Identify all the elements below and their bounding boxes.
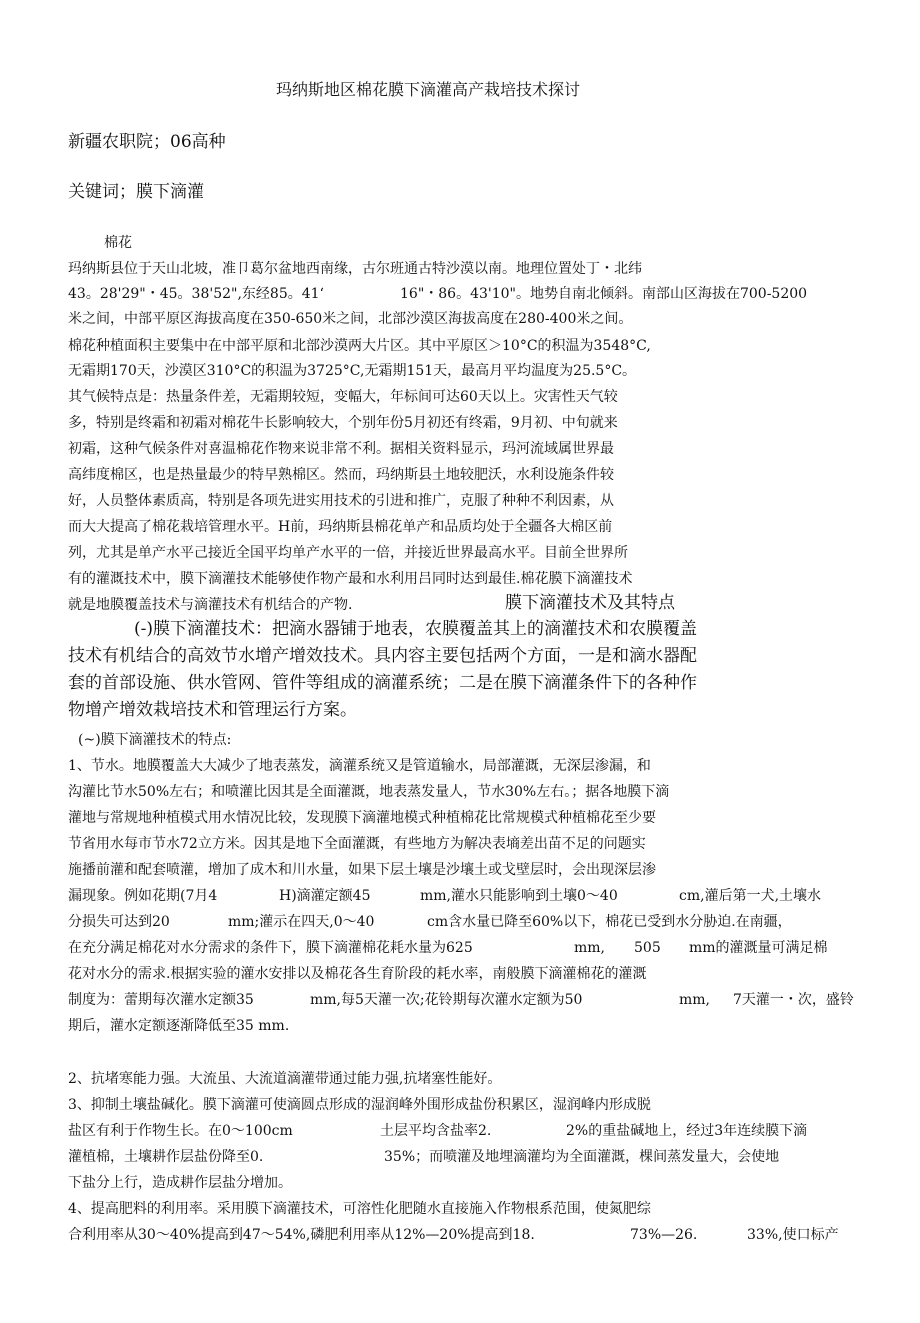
text-line: 高纬度棉区，也是热量最少的特早熟棉区。然而，玛纳斯县土地较肥沃，水利设施条件较: [68, 467, 614, 483]
text-fragment: cm,灌后第一犬,土壤水: [679, 888, 822, 904]
text-line: 花对水分的需求.根据实验的灌水安排以及棉花各生育阶段的耗水率，南般膜下滴灌棉花的灌溉: [68, 966, 647, 982]
text-line: 3、抑制土壤盐碱化。膜下滴灌可使滴圆点形成的湿润峰外围形成盐份积累区，湿润峰内形成脱: [68, 1097, 651, 1113]
text-fragment: cm含水量已降至60%以下，棉花已受到水分胁迫.在南疆，: [427, 914, 792, 930]
text-fragment: 7天灌一・次，盛铃: [733, 992, 854, 1008]
keywords-line: 关键词；膜下滴灌: [68, 182, 204, 202]
author-line: 新疆农职院；06高种: [68, 132, 226, 152]
document-title: 玛纳斯地区棉花膜下滴灌高产栽培技术探讨: [276, 80, 581, 99]
text-fragment: 2%的重盐碱地上，经过3年连续膜下滴: [566, 1123, 808, 1139]
subheading: (~)膜下滴灌技术的特点:: [78, 732, 232, 748]
text-line: 列，尤其是单产水平己接近全国平均单产水平的一倍，并接近世界最高水平。目前全世界所: [68, 545, 628, 561]
text-fragment: 33%,使口标产: [747, 1227, 839, 1243]
text-line: 就是地膜覆盖技术与滴灌技术有机结合的产物.: [68, 597, 353, 613]
text-fragment: 灌植棉，土壤耕作层盐份降至0.: [68, 1149, 264, 1165]
text-line: 棉花种植面积主要集中在中部平原和北部沙漠两大片区。其中平原区＞10°C的积温为3548°C,: [68, 338, 651, 354]
text-fragment: mm,: [679, 992, 711, 1008]
text-line: 技术有机结合的高效节水增产增效技术。具内容主要包括两个方面，一是和滴水器配: [68, 646, 697, 666]
text-fragment: 在充分满足棉花对水分需求的条件下，膜下滴灌棉花耗水量为625: [68, 940, 473, 956]
text-fragment: mm,每5天灌一次;花铃期每次灌水定额为50: [310, 992, 583, 1008]
text-line: 好，人员整体素质高，特别是各项先进实用技术的引进和推广，克服了种种不利因素，从: [68, 493, 614, 509]
text-line: (-)膜下滴灌技术：把滴水器铺于地表，农膜覆盖其上的滴灌技术和农膜覆盖: [134, 619, 698, 639]
text-line: 而大大提高了棉花栽培管理水平。H前，玛纳斯县棉花单产和品质均处于全疆各大棉区前: [68, 519, 613, 535]
text-fragment: 漏现象。例如花期(7月4: [68, 888, 218, 904]
text-line: 16"・86。43'10"。地势自南北倾斜。南部山区海拔在700-5200: [400, 286, 808, 302]
text-line: 节省用水每市节水72立方米。因其是地下全面灌溉，有些地方为解决表墒差出苗不足的问题实: [68, 836, 646, 852]
text-line: 2、抗堵寒能力强。大流虽、大流道滴灌带通过能力强,抗堵塞性能好。: [68, 1071, 502, 1087]
text-line: 初霜，这种气候条件对喜温棉花作物来说非常不利。据相关资料显示，玛河流域属世界最: [68, 441, 614, 457]
text-line: 米之间，中部平原区海拔高度在350-650米之间，北部沙漠区海拔高度在280-400米之间。: [68, 311, 633, 327]
text-fragment: 73%—26.: [630, 1227, 698, 1243]
text-line: 玛纳斯县位于天山北坡，准卩葛尔盆地西南缘，古尔班通古特沙漠以南。地理位置处丁・北纬: [68, 261, 642, 277]
text-fragment: 盐区有利于作物生长。在0～100cm: [68, 1123, 293, 1139]
text-fragment: 505: [634, 940, 661, 956]
text-fragment: 土层平均含盐率2.: [380, 1123, 492, 1139]
text-line: 沟灌比节水50%左右；和喷灌比因其是全面灌溉，地表蒸发量人，节水30%左右。；据各地膜下滴: [68, 784, 670, 800]
text-line: 其气候特点是：热量条件差，无霜期较短，变幅大，年标间可达60天以上。灾害性天气较: [68, 389, 618, 405]
text-line: 无霜期170天，沙漠区310°C的积温为3725°C,无霜期151天，最高月平均温度为25.5°C。: [68, 363, 637, 379]
text-line: 套的首部设施、供水管网、管件等组成的滴灌系统；二是在膜下滴灌条件下的各种作: [68, 673, 697, 693]
text-line: 灌地与常规地种植模式用水情况比较，发现膜下滴灌地模式种植棉花比常规模式种植棉花至少要: [68, 810, 656, 826]
text-line: 多，特别是终霜和初霜对棉花牛长影响较大，个别年份5月初还有终霜，9月初、中旬就来: [68, 415, 618, 431]
text-line: 下盐分上行，造成耕作层盐分增加。: [68, 1175, 292, 1191]
text-fragment: H)滴灌定额45: [279, 888, 371, 904]
text-line: 期后，灌水定额逐渐降低至35 mm.: [68, 1018, 290, 1034]
text-fragment: 合利用率从30～40%提高到47～54%,磷肥利用率从12%—20%提高到18.: [68, 1227, 535, 1243]
text-line: 棉花: [104, 235, 132, 251]
text-line: 施播前灌和配套喷灌，增加了成木和川水量，如果下层土壤是沙壤土或戈壁层时，会出现深层渗: [68, 862, 656, 878]
text-fragment: 分损失可达到20: [68, 914, 170, 930]
text-fragment: 制度为：蕾期每次灌水定额35: [68, 992, 254, 1008]
text-line: 物增产增效栽培技术和管理运行方案。: [68, 700, 357, 720]
text-line: 4、提高肥料的利用率。采用膜下滴灌技术，可溶性化肥随水直接施入作物根系范围，使氮肥综: [68, 1201, 651, 1217]
text-line: 有的灌溉技术中，膜下滴灌技术能够使作物产最和水利用吕同时达到最佳.棉花膜下滴灌技术: [68, 571, 633, 587]
text-line: 1、节水。地膜覆盖大大减少了地表蒸发，滴灌系统又是管道输水，局部灌溉，无深层渗漏，和: [68, 758, 651, 774]
text-fragment: mm;灌示在四天,0～40: [228, 914, 375, 930]
text-fragment: mm,灌水只能影响到土壤0～40: [420, 888, 618, 904]
text-fragment: 35%；而喷灌及地埋滴灌均为全面灌溉，棵间蒸发量大，会使地: [384, 1149, 780, 1165]
text-line: 43。28'29"・45。38'52",东经85。41‘: [68, 286, 324, 302]
section-heading: 膜下滴灌技术及其特点: [505, 593, 675, 613]
text-fragment: mm的灌溉量可满足棉: [689, 940, 828, 956]
text-fragment: mm,: [574, 940, 606, 956]
